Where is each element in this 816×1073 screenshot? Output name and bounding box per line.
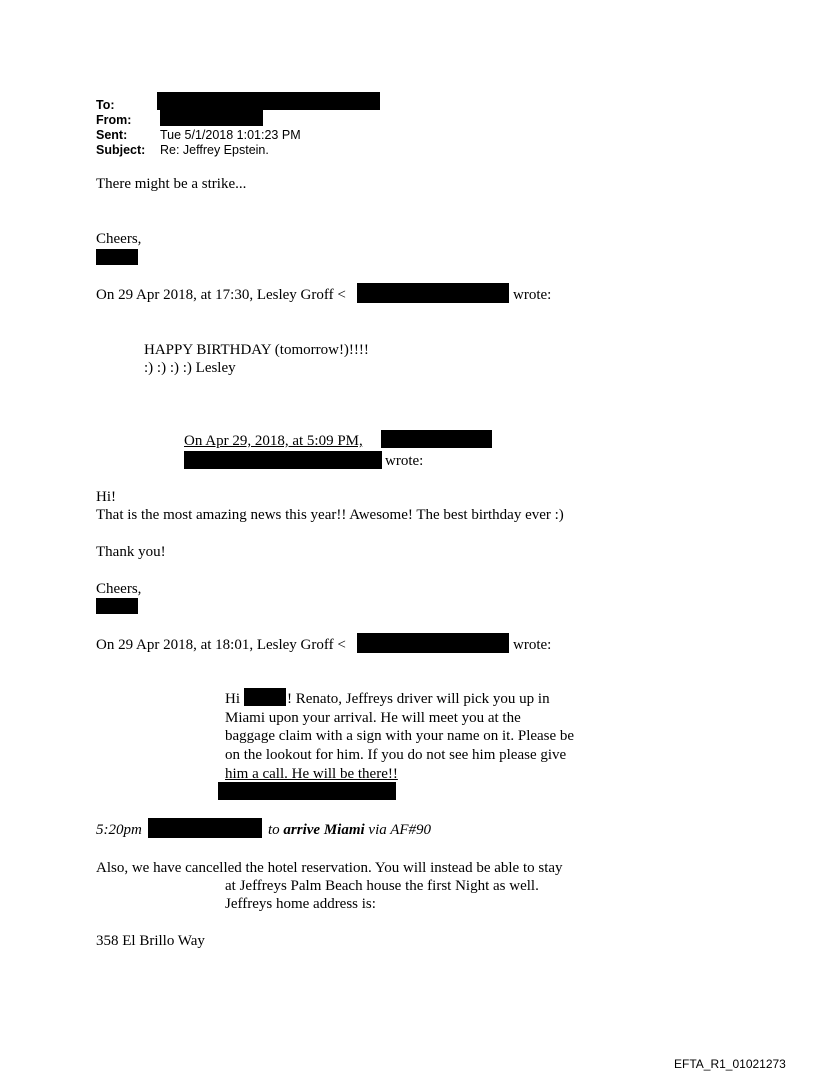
- redacted-email-1: [357, 283, 509, 303]
- renato-line-3: baggage claim with a sign with your name on it. Please be: [225, 728, 575, 744]
- to-label: To:: [96, 98, 115, 112]
- from-label: From:: [96, 113, 132, 127]
- redacted-signature-2: [96, 598, 138, 614]
- redacted-signature-1: [96, 249, 138, 265]
- redacted-sender-name-2: [381, 430, 492, 448]
- redacted-from-sender: [160, 110, 263, 126]
- redacted-email-3: [357, 633, 509, 653]
- renato-hi: Hi: [225, 691, 240, 707]
- home-address: 358 El Brillo Way: [96, 933, 205, 949]
- redacted-flight-origin: [148, 818, 262, 838]
- hotel-line-2: at Jeffreys Palm Beach house the first Night as well.: [225, 878, 539, 894]
- quote2-header-line1: On Apr 29, 2018, at 5:09 PM,: [184, 433, 363, 449]
- quote3-wrote: wrote:: [513, 637, 552, 653]
- amazing-news-line: That is the most amazing news this year!! Awesome! The best birthday ever :): [96, 507, 564, 523]
- flight-via: via AF#90: [368, 822, 432, 838]
- renato-line-1: ! Renato, Jeffreys driver will pick you up in: [287, 691, 550, 707]
- flight-to: to: [268, 822, 280, 838]
- flight-time: 5:20pm: [96, 822, 142, 838]
- hotel-line-1: Also, we have cancelled the hotel reservation. You will instead be able to stay: [96, 860, 563, 876]
- strike-line: There might be a strike...: [96, 176, 247, 192]
- quote3-header: On 29 Apr 2018, at 18:01, Lesley Groff <: [96, 637, 346, 653]
- redacted-phone-number: [218, 782, 396, 800]
- birthday-line-2: :) :) :) :) Lesley: [144, 360, 236, 376]
- redacted-email-2: [184, 451, 382, 469]
- quote1-header: On 29 Apr 2018, at 17:30, Lesley Groff <: [96, 287, 346, 303]
- renato-line-2: Miami upon your arrival. He will meet you at the: [225, 710, 521, 726]
- renato-line-5: him a call. He will be there!!: [225, 766, 398, 782]
- sent-label: Sent:: [96, 128, 128, 142]
- document-id-footer: EFTA_R1_01021273: [674, 1057, 786, 1071]
- hi-greeting: Hi!: [96, 489, 116, 505]
- redacted-recipient-name: [244, 688, 286, 706]
- hotel-line-3: Jeffreys home address is:: [225, 896, 376, 912]
- quote1-wrote: wrote:: [513, 287, 552, 303]
- redacted-to-recipient: [157, 92, 380, 110]
- thank-you-line: Thank you!: [96, 544, 166, 560]
- flight-arrive-miami: arrive Miami: [283, 822, 365, 838]
- subject-value: Re: Jeffrey Epstein.: [160, 143, 269, 157]
- quote2-wrote: wrote:: [385, 453, 424, 469]
- sent-value: Tue 5/1/2018 1:01:23 PM: [160, 128, 301, 142]
- flight-details: [268, 821, 431, 839]
- cheers-signoff-2: Cheers,: [96, 581, 142, 597]
- subject-label: Subject:: [96, 143, 146, 157]
- birthday-line-1: HAPPY BIRTHDAY (tomorrow!)!!!!: [144, 342, 369, 358]
- renato-line-4: on the lookout for him. If you do not see him please give: [225, 747, 567, 763]
- cheers-signoff-1: Cheers,: [96, 231, 142, 247]
